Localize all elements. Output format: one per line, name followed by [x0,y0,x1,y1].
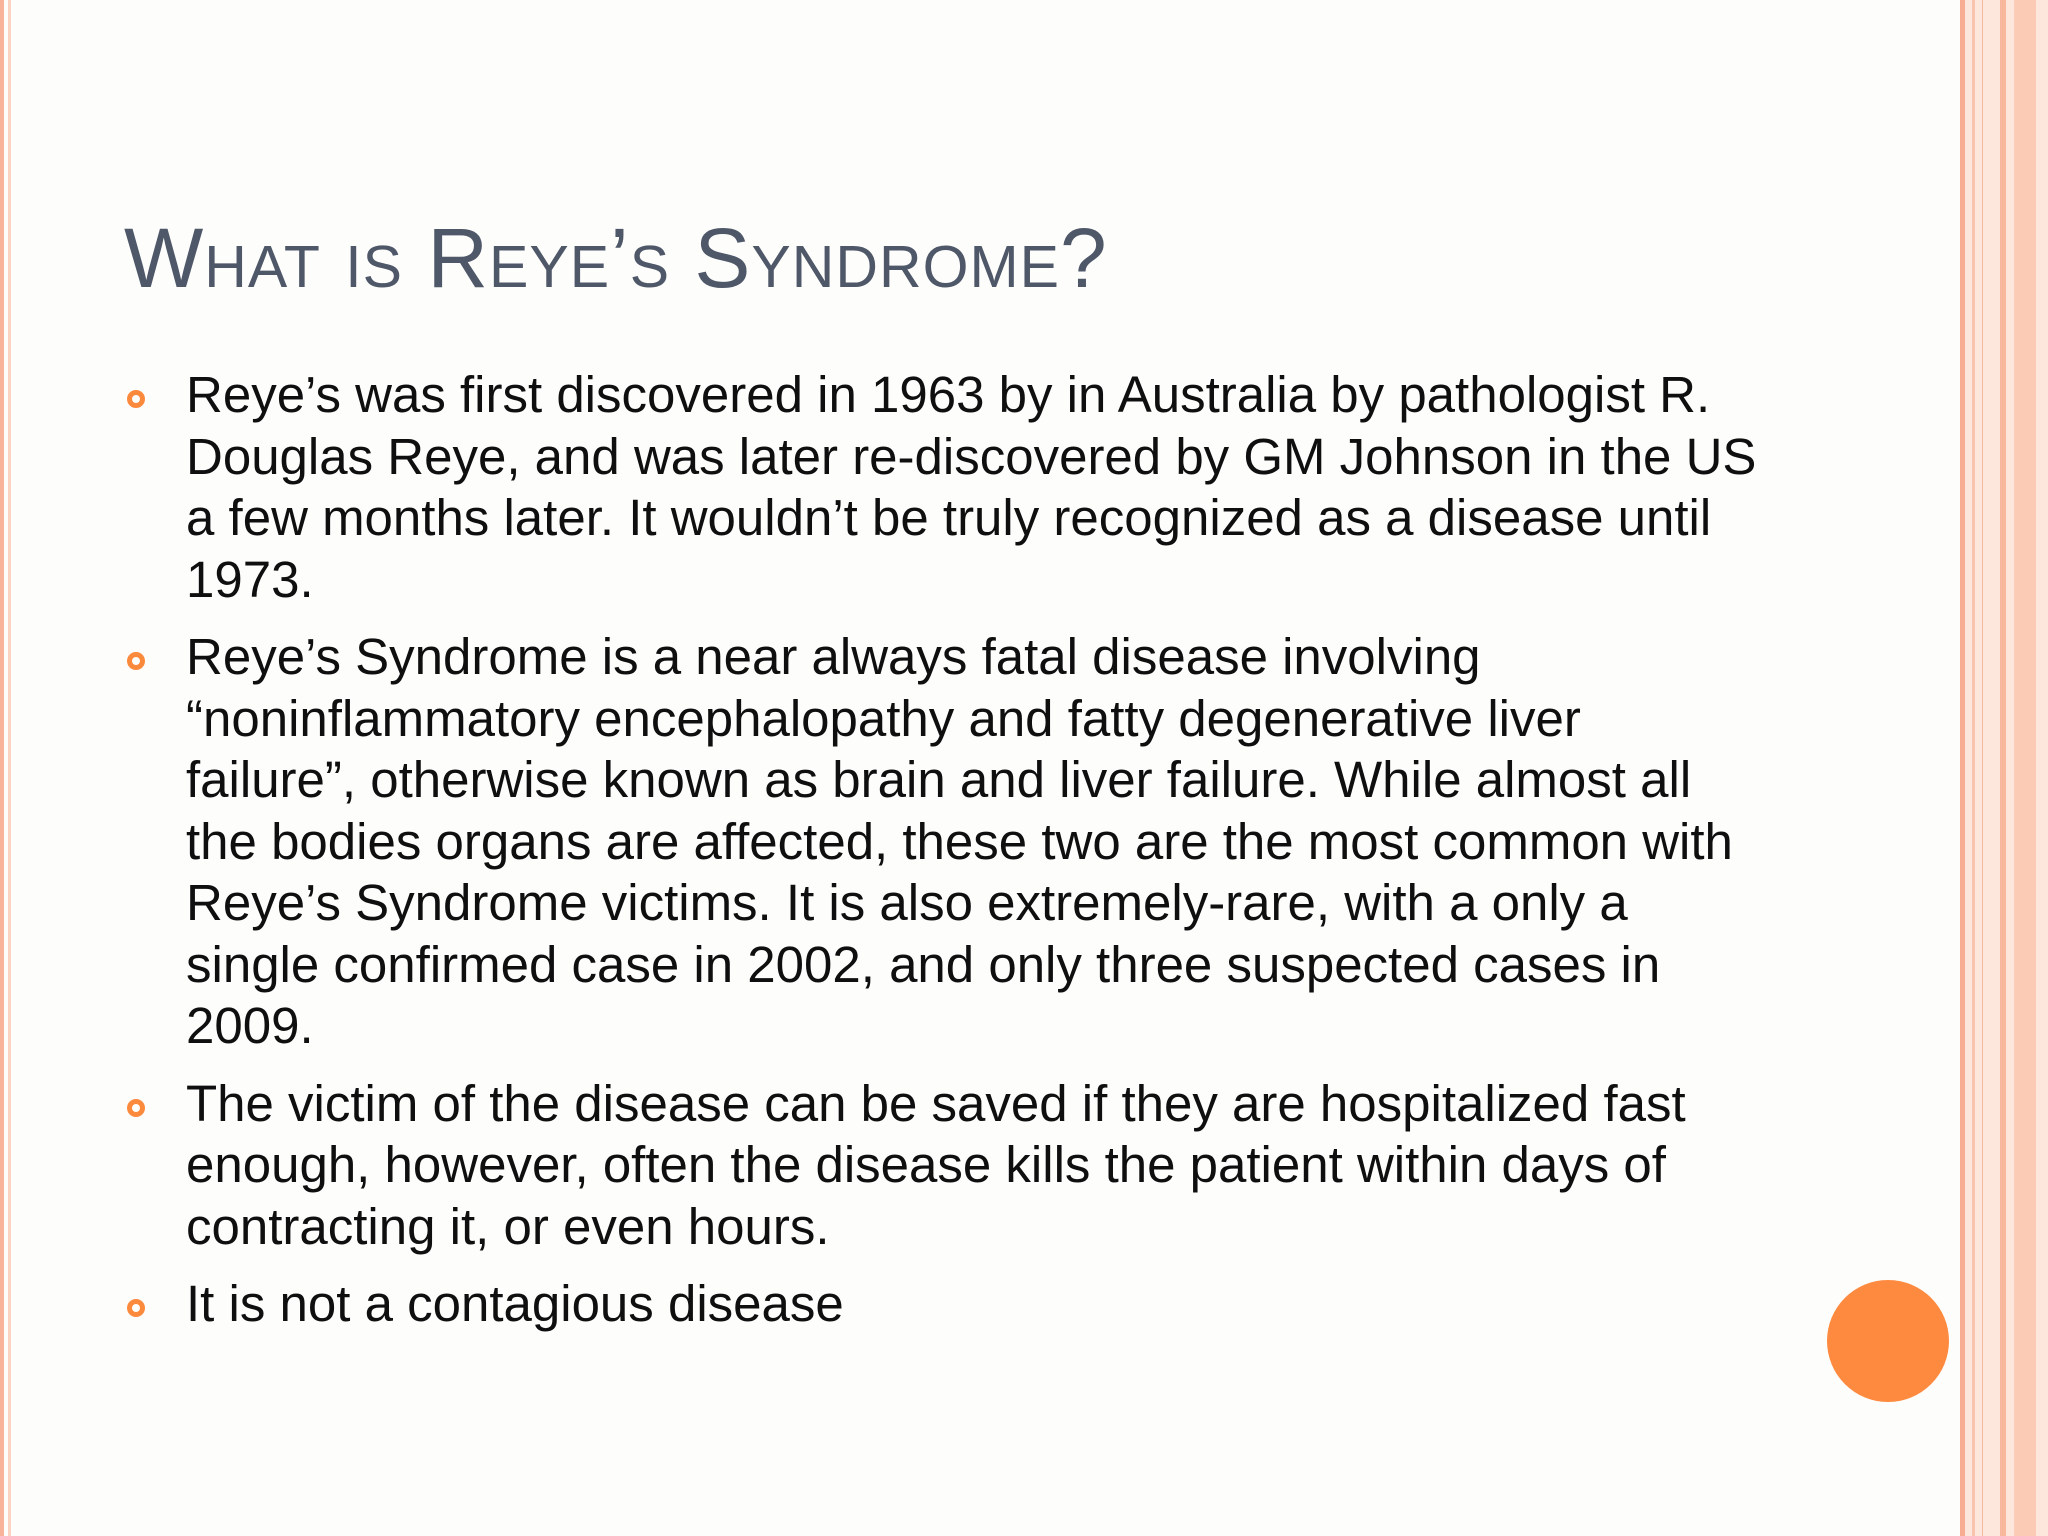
hollow-circle-bullet-icon [127,1099,145,1117]
orange-circle-decoration [1827,1280,1949,1402]
left-border-stripe-inner [8,0,11,1536]
right-stripe [1982,0,1983,1536]
bullet-item [124,1073,1764,1258]
right-stripe [1960,0,1965,1536]
right-stripe [2014,0,2036,1536]
hollow-circle-bullet-icon [127,1299,145,1317]
hollow-circle-bullet-icon [127,390,145,408]
bullet-text: It is not a contagious disease [186,1275,844,1332]
right-stripe [2000,0,2006,1536]
bullet-item [124,626,1764,1057]
bullet-text: Reye’s Syndrome is a near always fatal disease involving “noninflammatory encephalopathy and fatty degenerative liver failure”, otherwise known as brain and liver failure. While almost all the bodies organs are affected, these two are the most common with Reye’s Syndrome victims. It is also extremely-rare, with a only a single confirmed case in 2002, and only three suspected cases in 2009. [186,628,1733,1054]
bullet-text: Reye’s was first discovered in 1963 by in Australia by pathologist R. Douglas Reye, and was later re-discovered by GM Johnson in the US a few months later. It wouldn’t be truly recognized as a disease until 1973. [186,366,1757,608]
bullet-list [124,364,1764,1351]
bullet-item [124,364,1764,610]
slide-title: What is Reye’s Syndrome? [124,211,1108,305]
bullet-text: The victim of the disease can be saved if they are hospitalized fast enough, however, often the disease kills the patient within days of contracting it, or even hours. [186,1074,1686,1255]
hollow-circle-bullet-icon [127,652,145,670]
bullet-item [124,1273,1764,1335]
right-stripe [1972,0,1975,1536]
left-border-stripe [0,0,4,1536]
